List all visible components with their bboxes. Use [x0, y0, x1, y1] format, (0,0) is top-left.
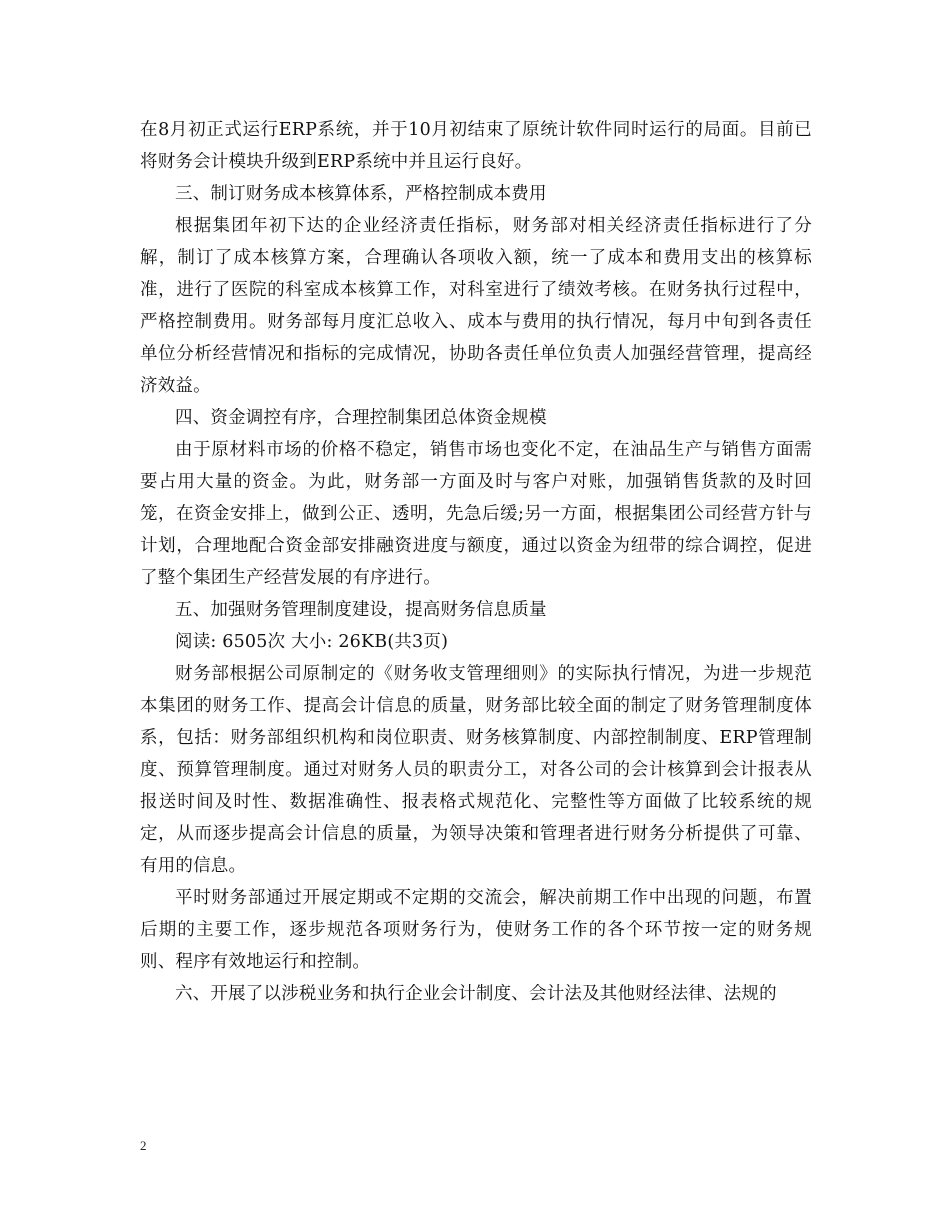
paragraph-cost-accounting: 根据集团年初下达的企业经济责任指标，财务部对相关经济责任指标进行了分解，制订了成本核算方案，合理确认各项收入额，统一了成本和费用支出的核算标准，进行了医院的科室成本核算工作，对科室进行了绩效考核。在财务执行过程中，严格控制费用。财务部每月度汇总收入、成本与费用的执行情况，每月中旬到各责任单位分析经营情况和指标的完成情况，协助各责任单位负责人加强经营管理，提高经济效益。	[140, 216, 812, 396]
heading-section-3: 三、制订财务成本核算体系，严格控制成本费用	[175, 184, 547, 204]
reading-info-line: 阅读: 6505次 大小: 26KB(共3页)	[175, 632, 449, 652]
document-body	[140, 114, 812, 1010]
heading-section-6: 六、开展了以涉税业务和执行企业会计制度、会计法及其他财经法律、法规的	[175, 984, 777, 1004]
page-number: 2	[140, 1138, 147, 1153]
paragraph-regular-meetings: 平时财务部通过开展定期或不定期的交流会，解决前期工作中出现的问题，布置后期的主要工作，逐步规范各项财务行为，使财务工作的各个环节按一定的财务规则、程序有效地运行和控制。	[140, 888, 812, 972]
paragraph-management-system: 财务部根据公司原制定的《财务收支管理细则》的实际执行情况，为进一步规范本集团的财务工作、提高会计信息的质量，财务部比较全面的制定了财务管理制度体系，包括：财务部组织机构和岗位职责、财务核算制度、内部控制制度、ERP管理制度、预算管理制度。通过对财务人员的职责分工，对各公司的会计核算到会计报表从报送时间及时性、数据准确性、报表格式规范化、完整性等方面做了比较系统的规定，从而逐步提高会计信息的质量，为领导决策和管理者进行财务分析提供了可靠、有用的信息。	[140, 664, 812, 876]
heading-section-4: 四、资金调控有序，合理控制集团总体资金规模	[175, 408, 547, 428]
heading-section-5: 五、加强财务管理制度建设，提高财务信息质量	[175, 600, 547, 620]
paragraph-erp-system: 在8月初正式运行ERP系统，并于10月初结束了原统计软件同时运行的局面。目前已将财务会计模块升级到ERP系统中并且运行良好。	[140, 120, 812, 172]
paragraph-fund-control: 由于原材料市场的价格不稳定，销售市场也变化不定，在油品生产与销售方面需要占用大量的资金。为此，财务部一方面及时与客户对账，加强销售货款的及时回笼，在资金安排上，做到公正、透明，先急后缓;另一方面，根据集团公司经营方针与计划，合理地配合资金部安排融资进度与额度，通过以资金为纽带的综合调控，促进了整个集团生产经营发展的有序进行。	[140, 440, 812, 588]
